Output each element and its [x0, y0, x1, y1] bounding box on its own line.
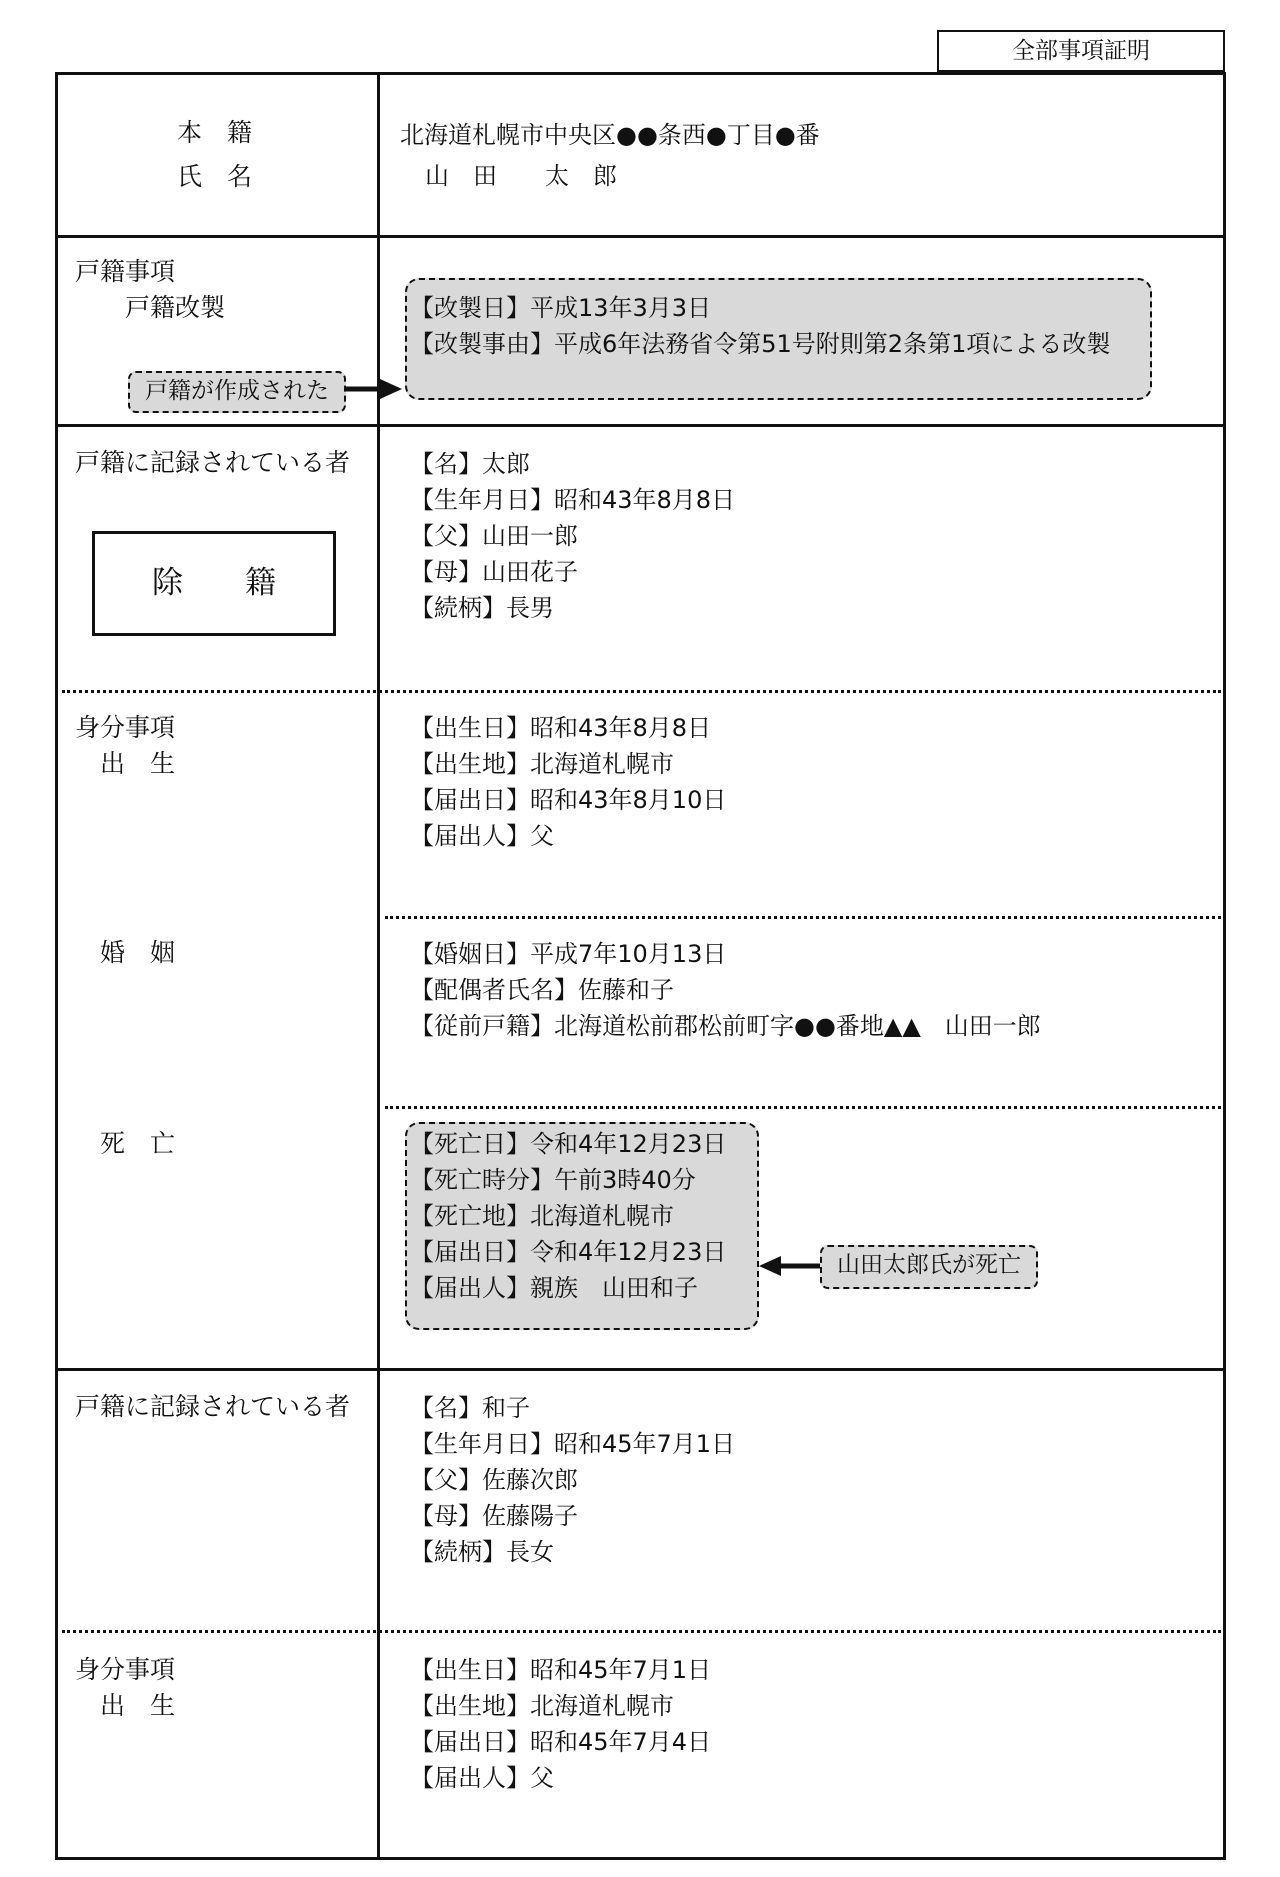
- joseki-stamp: 除 籍: [92, 531, 336, 636]
- death-label: 死 亡: [100, 1129, 176, 1158]
- birth-label: 出 生: [100, 749, 176, 778]
- death-note: 山田太郎氏が死亡: [820, 1245, 1038, 1289]
- birth-date: 【出生日】昭和43年8月8日: [410, 714, 712, 742]
- birth-place: 【出生地】北海道札幌市: [410, 1692, 674, 1720]
- dotted-divider: [385, 916, 1221, 919]
- person1-relation: 【続柄】長男: [410, 594, 554, 622]
- death-reporter: 【届出人】親族 山田和子: [410, 1274, 698, 1302]
- section-divider: [55, 235, 1226, 238]
- honseki-label: 本 籍: [177, 118, 253, 147]
- shimei-value: 山 田 太 郎: [425, 162, 617, 190]
- spouse-name: 【配偶者氏名】佐藤和子: [410, 976, 674, 1004]
- mibun-label: 身分事項: [75, 1655, 176, 1684]
- arrow-right-icon: [344, 377, 406, 401]
- arrow-left-icon: [757, 1254, 821, 1278]
- section-divider: [55, 1368, 1226, 1371]
- koseki-note: 戸籍が作成された: [128, 371, 346, 413]
- kaisei-date: 【改製日】平成13年3月3日: [410, 294, 712, 322]
- marriage-date: 【婚姻日】平成7年10月13日: [410, 940, 727, 968]
- dotted-divider: [385, 1106, 1221, 1109]
- mibun-label: 身分事項: [75, 713, 176, 742]
- dotted-divider: [62, 1630, 1221, 1633]
- marriage-label: 婚 姻: [100, 938, 176, 967]
- death-date: 【死亡日】令和4年12月23日: [410, 1130, 727, 1158]
- person2-name: 【名】和子: [410, 1394, 530, 1422]
- shimei-label: 氏 名: [177, 162, 253, 191]
- person2-mother: 【母】佐藤陽子: [410, 1502, 578, 1530]
- recorded-person-label: 戸籍に記録されている者: [75, 1392, 351, 1421]
- person1-mother: 【母】山田花子: [410, 558, 578, 586]
- birth-label: 出 生: [100, 1691, 176, 1720]
- column-divider: [377, 72, 380, 1860]
- birth-date: 【出生日】昭和45年7月1日: [410, 1656, 712, 1684]
- previous-koseki: 【従前戸籍】北海道松前郡松前町字●●番地▲▲ 山田一郎: [410, 1012, 1041, 1040]
- document-title: 全部事項証明: [937, 30, 1225, 72]
- person2-father: 【父】佐藤次郎: [410, 1466, 578, 1494]
- birth-reporter: 【届出人】父: [410, 1764, 554, 1792]
- kaisei-label: 戸籍改製: [125, 293, 226, 322]
- death-place: 【死亡地】北海道札幌市: [410, 1202, 674, 1230]
- person1-name: 【名】太郎: [410, 450, 530, 478]
- kaisei-reason: 【改製事由】平成6年法務省令第51号附則第2条第1項による改製: [410, 330, 1111, 358]
- honseki-value: 北海道札幌市中央区●●条西●丁目●番: [400, 121, 820, 149]
- person1-father: 【父】山田一郎: [410, 522, 578, 550]
- birth-reporter: 【届出人】父: [410, 822, 554, 850]
- person2-birthdate: 【生年月日】昭和45年7月1日: [410, 1430, 736, 1458]
- recorded-person-label: 戸籍に記録されている者: [75, 448, 351, 477]
- person2-relation: 【続柄】長女: [410, 1538, 554, 1566]
- dotted-divider: [62, 690, 1221, 693]
- death-time: 【死亡時分】午前3時40分: [410, 1166, 696, 1194]
- person1-birthdate: 【生年月日】昭和43年8月8日: [410, 486, 736, 514]
- death-report-date: 【届出日】令和4年12月23日: [410, 1238, 727, 1266]
- birth-report-date: 【届出日】昭和45年7月4日: [410, 1728, 712, 1756]
- birth-place: 【出生地】北海道札幌市: [410, 750, 674, 778]
- birth-report-date: 【届出日】昭和43年8月10日: [410, 786, 727, 814]
- koseki-label: 戸籍事項: [75, 257, 176, 286]
- section-divider: [55, 424, 1226, 427]
